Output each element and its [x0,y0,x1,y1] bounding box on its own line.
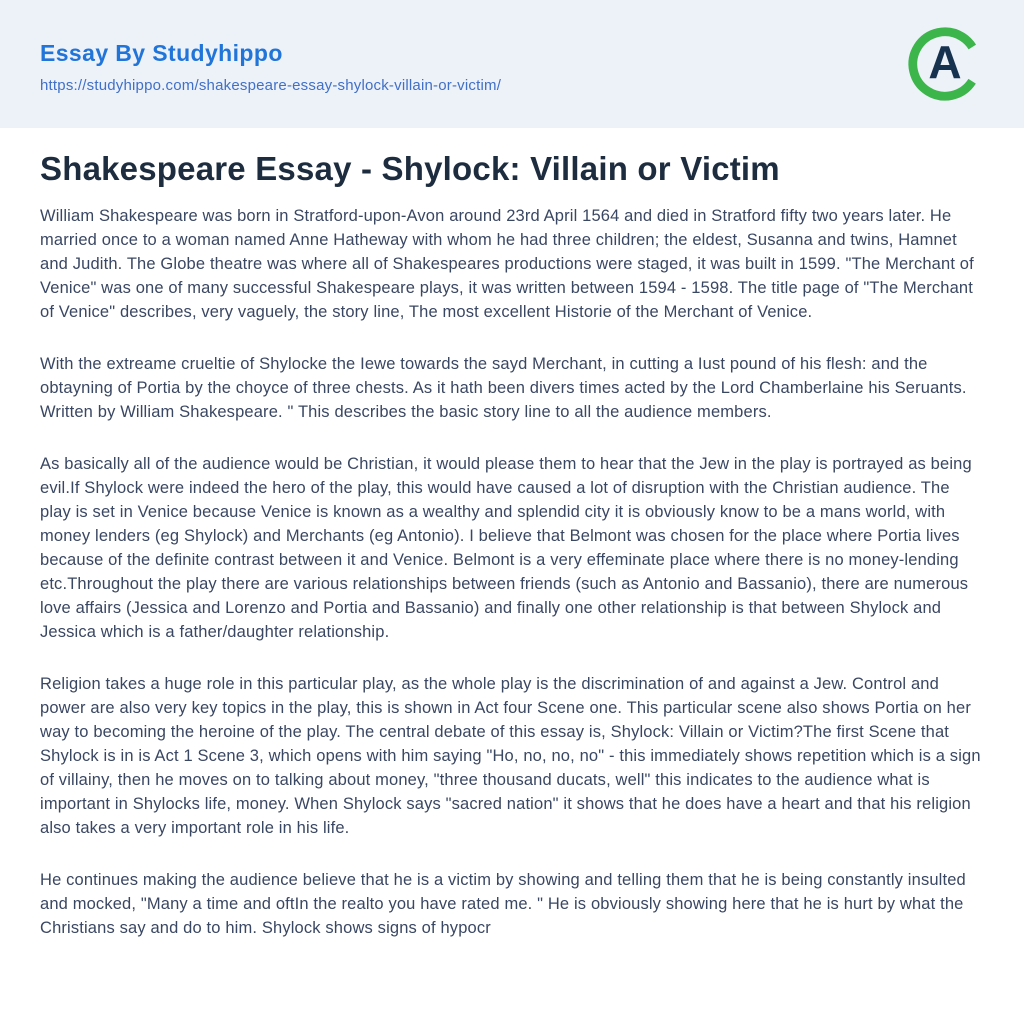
article-paragraph: He continues making the audience believe that he is a victim by showing and telling them that he is being constantly insulted and mocked, "Many a time and oftIn the realto you have rated me. " He is obviously showing here that he is hurt by what the Christians say and do to him. Shylock shows signs of hypocr [40,871,966,937]
article [0,128,1024,1008]
article-paragraph: Religion takes a huge role in this particular play, as the whole play is the discrimination of and against a Jew. Control and power are also very key topics in the play, this is shown in Act four Scene one. This particular scene also shows Portia on her way to becoming the heroine of the play. The central debate of this essay is, Shylock: Villain or Victim?The first Scene that Shylock is in is Act 1 Scene 3, which opens with him saying "Ho, no, no, no" - this immediately shows repetition which is a sign of villainy, then he moves on to talking about money, "three thousand ducats, well" this indicates to the audience what is important in Shylocks life, money. When Shylock says "sacred nation" it shows that he does have a heart and that his religion also takes a very important role in his life. [40,675,981,837]
article-paragraph: William Shakespeare was born in Stratford-upon-Avon around 23rd April 1564 and died in Stratford fifty two years later. He married once to a woman named Anne Hatheway with whom he had three children; the eldest, Susanna and twins, Hamnet and Judith. The Globe theatre was where all of Shakespeares productions were staged, it was built in 1599. "The Merchant of Venice" was one of many successful Shakespeare plays, it was written between 1594 - 1598. The title page of "The Merchant of Venice" describes, very vaguely, the story line, The most excellent Historie of the Merchant of Venice. [40,207,974,321]
article-title: Shakespeare Essay - Shylock: Villain or Victim [40,150,780,187]
page-url-link[interactable]: https://studyhippo.com/shakespeare-essay-shylock-villain-or-victim/ [40,77,502,94]
site-title: Essay By Studyhippo [40,40,283,66]
site-header [0,0,1024,128]
logo-letter: A [928,36,962,89]
article-body [40,204,984,940]
article-paragraph: With the extreame crueltie of Shylocke the Iewe towards the sayd Merchant, in cutting a Iust pound of his flesh: and the obtayning of Portia by the choyce of three chests. As it hath been divers times acted by the Lord Chamberlaine his Seruants. Written by William Shakespeare. " This describes the basic story line to all the audience members. [40,355,967,421]
studyhippo-logo[interactable] [906,25,984,103]
article-paragraph: As basically all of the audience would be Christian, it would please them to hear that the Jew in the play is portrayed as being evil.If Shylock were indeed the hero of the play, this would have caused a lot of disruption with the Christian audience. The play is set in Venice because Venice is known as a wealthy and splendid city it is obviously know to be a mans world, with money lenders (eg Shylock) and Merchants (eg Antonio). I believe that Belmont was chosen for the place where Portia lives because of the definite contrast between it and Venice. Belmont is a very effeminate place where there is no money-lending etc.Throughout the play there are various relationships between friends (such as Antonio and Bassanio), there are numerous love affairs (Jessica and Lorenzo and Portia and Bassanio) and finally one other relationship is that between Shylock and Jessica which is a father/daughter relationship. [40,455,972,641]
header-text [40,34,501,94]
